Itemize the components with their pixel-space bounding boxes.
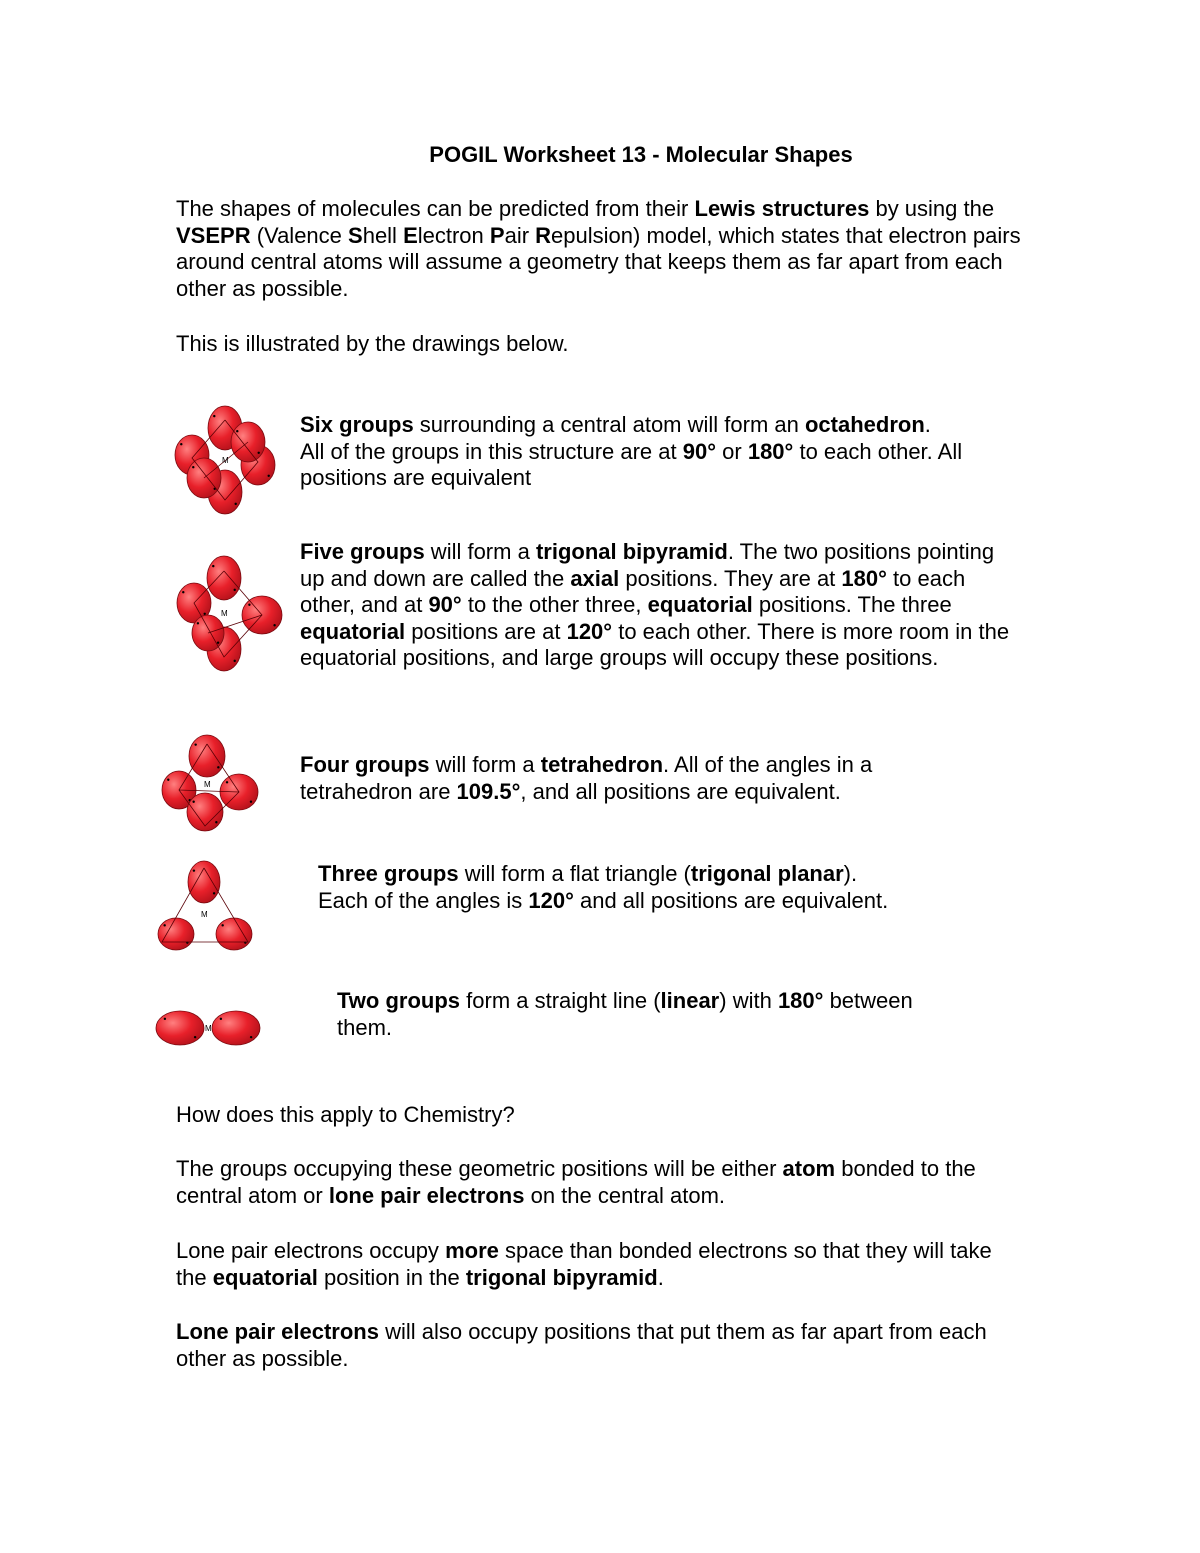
trigonal-bipyramid-svg bbox=[172, 553, 284, 673]
electron-dot bbox=[215, 821, 217, 823]
text-run: will form a flat triangle ( bbox=[458, 861, 691, 886]
bold-text: 90° bbox=[428, 592, 462, 617]
bold-text: equatorial bbox=[212, 1264, 318, 1290]
electron-dot bbox=[197, 622, 199, 624]
bold-text: atom bbox=[782, 1156, 836, 1181]
text-run: Lone pair electrons occupy bbox=[176, 1238, 446, 1263]
bold-text: R bbox=[535, 222, 552, 248]
octahedron-diagram bbox=[170, 400, 280, 520]
central-atom-label: M bbox=[204, 780, 211, 789]
text-run: Each of the angles is bbox=[318, 887, 529, 913]
trigonal-planar-description bbox=[318, 861, 1018, 914]
text-run: between them. bbox=[337, 988, 913, 1040]
text-run: space than bonded electrons so that they will take the bbox=[176, 1238, 992, 1290]
linear-lobes bbox=[156, 1011, 260, 1045]
linear-description bbox=[337, 988, 967, 1041]
trigonal-planar-lobes bbox=[158, 861, 252, 950]
electron-dot bbox=[250, 1036, 252, 1038]
text-run: ) with bbox=[719, 988, 778, 1013]
electron-dot bbox=[194, 743, 196, 745]
electron-dot bbox=[221, 924, 223, 926]
text-run: to each other. There is more room in the equatorial positions, and large groups will occupy these positions. bbox=[300, 618, 1010, 670]
electron-dot bbox=[226, 781, 228, 783]
electron-dot bbox=[235, 503, 237, 505]
text-run: will also occupy positions that put them as far apart from each other as possible. bbox=[176, 1319, 987, 1371]
text-run: (Valence bbox=[250, 222, 349, 248]
text-run: lectron bbox=[417, 222, 490, 248]
electron-lobe bbox=[188, 861, 220, 903]
trigonal-bipyramid-lobes bbox=[177, 556, 282, 671]
electron-dot bbox=[212, 565, 214, 567]
text-run: form a straight line ( bbox=[460, 988, 661, 1013]
bold-text: P bbox=[489, 222, 505, 248]
bold-text: lone pair electrons bbox=[328, 1182, 525, 1208]
tetrahedron-svg bbox=[155, 732, 263, 836]
octahedron-description bbox=[300, 412, 1040, 492]
bold-text: 120° bbox=[566, 618, 613, 644]
tetrahedron-diagram bbox=[155, 732, 263, 836]
electron-lobe bbox=[158, 918, 194, 950]
bold-text: trigonal planar bbox=[690, 861, 844, 886]
electron-dot bbox=[268, 475, 270, 477]
tetrahedron-description bbox=[300, 752, 940, 805]
electron-dot bbox=[220, 1018, 222, 1020]
bold-text: VSEPR bbox=[176, 222, 251, 248]
groups-paragraph bbox=[176, 1156, 1006, 1209]
electron-dot bbox=[192, 801, 194, 803]
bold-text: axial bbox=[570, 565, 620, 591]
text-run: will form a bbox=[424, 539, 536, 564]
electron-dot bbox=[234, 660, 236, 662]
tetrahedron-lobes bbox=[162, 735, 258, 831]
text-run: , and all positions are equivalent. bbox=[520, 778, 841, 804]
bold-text: more bbox=[445, 1238, 499, 1263]
bold-text: S bbox=[348, 222, 363, 248]
octahedron-svg bbox=[170, 400, 280, 520]
text-run: . All of the angles in a tetrahedron are bbox=[300, 752, 873, 804]
electron-dot bbox=[180, 443, 182, 445]
text-run: to the other three, bbox=[461, 592, 648, 617]
bold-text: Four groups bbox=[300, 752, 430, 777]
text-run: The shapes of molecules can be predicted from their bbox=[176, 196, 695, 221]
electron-lobe bbox=[212, 1011, 260, 1045]
lone-pair-paragraph-2 bbox=[176, 1319, 1006, 1372]
electron-dot bbox=[204, 613, 206, 615]
octahedron-lobes bbox=[175, 406, 275, 514]
electron-dot bbox=[167, 779, 169, 781]
text-run: hell bbox=[362, 222, 404, 248]
bold-text: tetrahedron bbox=[540, 752, 664, 777]
bold-text: trigonal bipyramid bbox=[465, 1264, 658, 1290]
text-run: air bbox=[504, 222, 536, 248]
text-run: position in the bbox=[317, 1264, 466, 1290]
bold-text: E bbox=[403, 222, 418, 248]
electron-dot bbox=[258, 452, 260, 454]
electron-dot bbox=[192, 466, 194, 468]
bold-text: Six groups bbox=[300, 412, 414, 437]
electron-dot bbox=[236, 430, 238, 432]
illustrated-text: This is illustrated by the drawings below. bbox=[176, 331, 569, 356]
electron-lobe bbox=[207, 556, 241, 600]
electron-lobe bbox=[187, 793, 223, 831]
bold-text: Lone pair electrons bbox=[176, 1319, 379, 1344]
bold-text: Five groups bbox=[300, 539, 425, 564]
text-run: The groups occupying these geometric positions will be either bbox=[176, 1156, 783, 1181]
electron-dot bbox=[213, 415, 215, 417]
text-run: All of the groups in this structure are at bbox=[300, 438, 683, 464]
bold-text: octahedron bbox=[804, 412, 925, 437]
text-run: . bbox=[924, 412, 931, 437]
central-atom-label: M bbox=[221, 609, 228, 618]
text-run: to each other. All positions are equivalent bbox=[300, 438, 963, 490]
central-atom-label: M bbox=[205, 1024, 212, 1033]
trigonal-planar-diagram bbox=[152, 858, 260, 958]
text-run: by using the bbox=[869, 196, 995, 221]
electron-dot bbox=[194, 1036, 196, 1038]
text-run: bonded to the central atom or bbox=[176, 1156, 976, 1208]
bold-text: Lewis structures bbox=[694, 196, 870, 221]
electron-lobe bbox=[216, 918, 252, 950]
bold-text: trigonal bipyramid bbox=[535, 539, 728, 564]
electron-lobe bbox=[156, 1011, 204, 1045]
bold-text: linear bbox=[660, 988, 720, 1013]
bold-text: 180° bbox=[777, 988, 824, 1013]
electron-dot bbox=[234, 589, 236, 591]
bold-text: Two groups bbox=[337, 988, 461, 1013]
electron-dot bbox=[250, 801, 252, 803]
text-run: . The two positions pointing up and down are called the bbox=[300, 539, 995, 591]
electron-dot bbox=[164, 1018, 166, 1020]
electron-lobe bbox=[189, 735, 225, 777]
text-run: will form a bbox=[429, 752, 541, 777]
electron-dot bbox=[163, 924, 165, 926]
linear-diagram bbox=[152, 1003, 264, 1053]
text-run: and all positions are equivalent. bbox=[573, 887, 889, 913]
bold-text: equatorial bbox=[647, 592, 753, 617]
electron-dot bbox=[217, 642, 219, 644]
text-run: to each other, and at bbox=[300, 565, 966, 617]
question-text: How does this apply to Chemistry? bbox=[176, 1102, 515, 1127]
bold-text: 120° bbox=[528, 887, 574, 913]
electron-dot bbox=[273, 624, 275, 626]
bold-text: equatorial bbox=[300, 618, 406, 644]
electron-dot bbox=[182, 591, 184, 593]
text-run: surrounding a central atom will form an bbox=[413, 412, 805, 437]
electron-dot bbox=[248, 604, 250, 606]
central-atom-label: M bbox=[201, 910, 208, 919]
bold-text: 180° bbox=[841, 565, 887, 591]
bold-text: 90° bbox=[682, 438, 717, 464]
text-run: ). bbox=[843, 861, 858, 886]
bold-text: Three groups bbox=[318, 861, 459, 886]
central-atom-label: M bbox=[222, 456, 229, 465]
page-title: POGIL Worksheet 13 - Molecular Shapes bbox=[429, 142, 853, 167]
linear-svg bbox=[152, 1003, 264, 1053]
electron-dot bbox=[193, 869, 195, 871]
intro-paragraph bbox=[176, 196, 1026, 302]
electron-dot bbox=[217, 766, 219, 768]
text-run: on the central atom. bbox=[524, 1182, 726, 1208]
text-run: . bbox=[657, 1264, 664, 1290]
trigonal-planar-svg bbox=[152, 858, 260, 958]
trigonal-bipyramid-diagram bbox=[172, 553, 284, 673]
electron-dot bbox=[213, 892, 215, 894]
text-run: epulsion) model, which states that electron pairs around central atoms will assume a geometry that keeps them as far apart from each other as possible. bbox=[176, 222, 1021, 301]
text-run: positions. The three bbox=[752, 592, 952, 617]
lone-pair-paragraph bbox=[176, 1238, 1016, 1291]
text-run: positions. They are at bbox=[619, 565, 842, 591]
text-run: positions are at bbox=[405, 618, 567, 644]
bold-text: 180° bbox=[747, 438, 794, 464]
trigonal-bipyramid-description bbox=[300, 539, 1020, 672]
bold-text: 109.5° bbox=[456, 778, 521, 804]
text-run: or bbox=[716, 438, 748, 464]
